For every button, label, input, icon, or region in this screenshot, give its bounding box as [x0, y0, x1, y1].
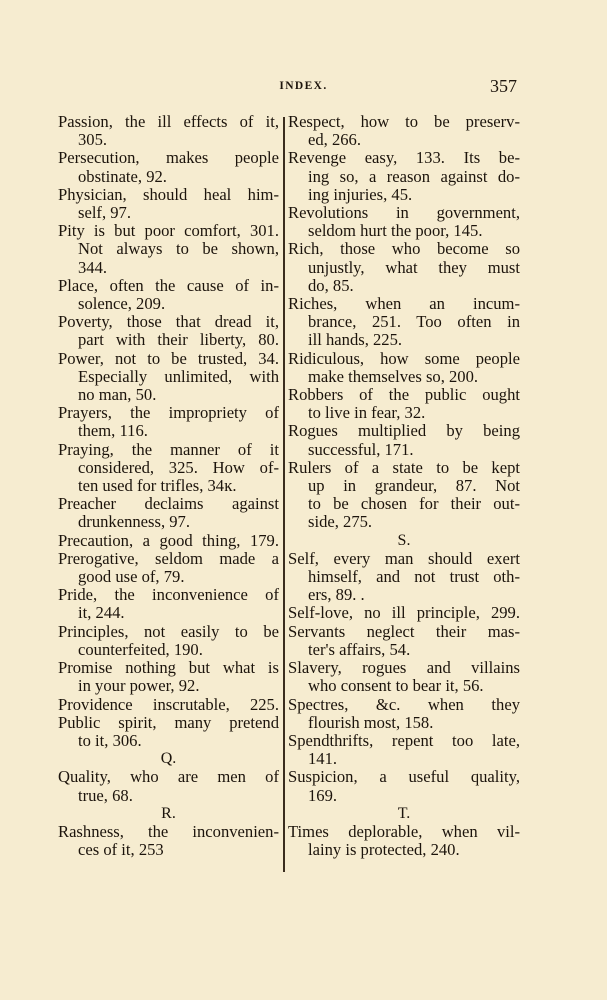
index-entry: [58, 149, 279, 185]
index-entry-line: counterfeited, 190.: [78, 639, 203, 659]
index-entry-line: Promise nothing but what is: [58, 658, 279, 678]
index-entry-line: drunkenness, 97.: [78, 512, 190, 532]
index-entry: [288, 149, 520, 204]
index-entry-line: considered, 325. How of-: [78, 457, 279, 477]
index-entry-line: to be chosen for their out-: [308, 494, 520, 514]
index-entry-line: in your power, 92.: [78, 676, 200, 696]
page-number: 357: [490, 76, 517, 96]
index-entry-line: Not always to be shown,: [78, 239, 279, 259]
index-entry-line: Spendthrifts, repent too late,: [288, 730, 520, 750]
index-entry-line: up in grandeur, 87. Not: [308, 476, 520, 496]
index-entry-line: make themselves so, 200.: [308, 366, 479, 386]
index-entry-line: Preacher declaims against: [58, 494, 279, 514]
index-entry-line: 305.: [78, 130, 108, 150]
index-entry: [288, 350, 520, 386]
index-entry-line: no man, 50.: [78, 385, 157, 405]
index-entry-line: ter's affairs, 54.: [308, 639, 411, 659]
index-entry: [288, 696, 520, 732]
index-entry-line: ing so, a reason against do-: [308, 166, 520, 186]
index-entry: [58, 696, 279, 714]
index-entry-line: Place, often the cause of in-: [58, 275, 279, 295]
index-entry-line: Prayers, the impropriety of: [58, 403, 279, 423]
index-entry-line: 169.: [308, 785, 338, 805]
index-entry: [58, 222, 279, 277]
index-entry-line: Suspicion, a useful quality,: [288, 767, 520, 787]
running-head: [0, 76, 607, 98]
column-rule: [283, 117, 285, 872]
index-entry: [58, 659, 279, 695]
index-entry-line: Riches, when an incum-: [288, 294, 520, 314]
index-entry-line: Self-love, no ill principle, 299.: [288, 603, 520, 623]
index-column-left: [58, 113, 279, 859]
index-entry-line: Praying, the manner of it: [58, 439, 279, 459]
index-entry: [288, 768, 520, 804]
index-entry-line: seldom hurt the poor, 145.: [308, 221, 483, 241]
index-entry-line: them, 116.: [78, 421, 148, 441]
index-entry-line: Passion, the ill effects of it,: [58, 112, 279, 131]
index-entry-line: Revolutions in government,: [288, 203, 520, 223]
index-entry: [58, 441, 279, 496]
section-letter: S.: [397, 531, 411, 549]
index-entry-line: true, 68.: [78, 785, 133, 805]
index-entry-line: Poverty, those that dread it,: [58, 312, 279, 332]
index-entry: [288, 732, 520, 768]
index-entry-line: flourish most, 158.: [308, 712, 434, 732]
index-entry-line: Providence inscrutable, 225.: [58, 694, 279, 714]
section-letter: Q.: [160, 750, 177, 768]
index-entry-line: Spectres, &c. when they: [288, 694, 520, 714]
index-entry: [58, 277, 279, 313]
index-entry-line: Rich, those who become so: [288, 239, 520, 259]
index-entry: [288, 295, 520, 350]
index-entry-line: solence, 209.: [78, 294, 166, 314]
index-entry-line: self, 97.: [78, 203, 131, 223]
index-entry: [288, 459, 520, 532]
index-entry-line: to live in fear, 32.: [308, 403, 426, 423]
index-entry: [58, 586, 279, 622]
index-entry-line: who consent to bear it, 56.: [308, 676, 484, 696]
index-entry-line: himself, and not trust oth-: [308, 567, 520, 587]
index-entry-line: Quality, who are men of: [58, 767, 279, 787]
section-letter: R.: [161, 804, 176, 822]
index-entry-line: ed, 266.: [308, 130, 361, 150]
index-entry-line: brance, 251. Too often in: [308, 312, 520, 332]
index-entry-line: ers, 89. .: [308, 585, 365, 605]
index-entry-line: Revenge easy, 133. Its be-: [288, 148, 520, 168]
index-entry-line: ces of it, 253: [78, 840, 164, 860]
index-entry-line: part with their liberty, 80.: [78, 330, 279, 350]
index-entry-line: Power, not to be trusted, 34.: [58, 348, 279, 368]
index-entry-line: to it, 306.: [78, 730, 142, 750]
index-entry: [288, 240, 520, 295]
index-entry-line: it, 244.: [78, 603, 125, 623]
index-entry-line: 141.: [308, 749, 338, 769]
index-entry-line: 344.: [78, 257, 108, 277]
index-entry-line: Respect, how to be preserv-: [288, 112, 520, 131]
index-entry: [288, 113, 520, 149]
index-entry-line: Principles, not easily to be: [58, 621, 279, 641]
index-entry: [288, 550, 520, 605]
index-entry: [58, 313, 279, 349]
index-entry-line: Robbers of the public ought: [288, 385, 520, 405]
index-entry: [58, 550, 279, 586]
index-entry-line: Rashness, the inconvenien-: [58, 821, 279, 841]
index-entry: [58, 404, 279, 440]
index-entry-line: Pity is but poor comfort, 301.: [58, 221, 279, 241]
index-entry-line: Rogues multiplied by being: [288, 421, 520, 441]
index-entry: [288, 823, 520, 859]
index-entry: [58, 532, 279, 550]
index-entry-line: successful, 171.: [308, 439, 414, 459]
index-entry-line: unjustly, what they must: [308, 257, 520, 277]
index-entry-line: ten used for trifles, 34ĸ.: [78, 476, 237, 496]
index-entry-line: Especially unlimited, with: [78, 366, 279, 386]
index-entry: [58, 768, 279, 804]
index-entry: [58, 350, 279, 405]
index-entry: [58, 495, 279, 531]
index-entry-line: Physician, should heal him-: [58, 184, 279, 204]
index-entry-line: Pride, the inconvenience of: [58, 585, 279, 605]
index-column-right: [288, 113, 520, 859]
index-entry-line: obstinate, 92.: [78, 166, 167, 186]
index-entry-line: Self, every man should exert: [288, 548, 520, 568]
index-entry-line: ing injuries, 45.: [308, 184, 413, 204]
index-entry-line: ill hands, 225.: [308, 330, 403, 350]
index-entry: [288, 659, 520, 695]
index-entry-line: lainy is protected, 240.: [308, 840, 460, 860]
index-entry: [288, 386, 520, 422]
index-entry-line: good use of, 79.: [78, 567, 185, 587]
index-entry: [288, 204, 520, 240]
index-entry-line: Public spirit, many pretend: [58, 712, 279, 732]
index-entry-line: Persecution, makes people: [58, 148, 279, 168]
section-letter: T.: [397, 804, 411, 822]
index-entry: [58, 623, 279, 659]
index-entry-line: side, 275.: [308, 512, 373, 532]
index-entry: [58, 714, 279, 750]
index-entry-line: Prerogative, seldom made a: [58, 548, 279, 568]
header-title: INDEX.: [279, 80, 328, 92]
index-entry-line: Slavery, rogues and villains: [288, 658, 520, 678]
index-entry: [58, 186, 279, 222]
index-entry-line: do, 85.: [308, 275, 354, 295]
index-entry-line: Times deplorable, when vil-: [288, 821, 520, 841]
index-entry: [58, 823, 279, 859]
index-entry-line: Servants neglect their mas-: [288, 621, 520, 641]
index-entry: [288, 623, 520, 659]
index-entry: [58, 113, 279, 149]
index-entry-line: Precaution, a good thing, 179.: [58, 530, 279, 550]
index-entry: [288, 604, 520, 622]
index-entry-line: Ridiculous, how some people: [288, 348, 520, 368]
index-entry-line: Rulers of a state to be kept: [288, 457, 520, 477]
index-entry: [288, 422, 520, 458]
